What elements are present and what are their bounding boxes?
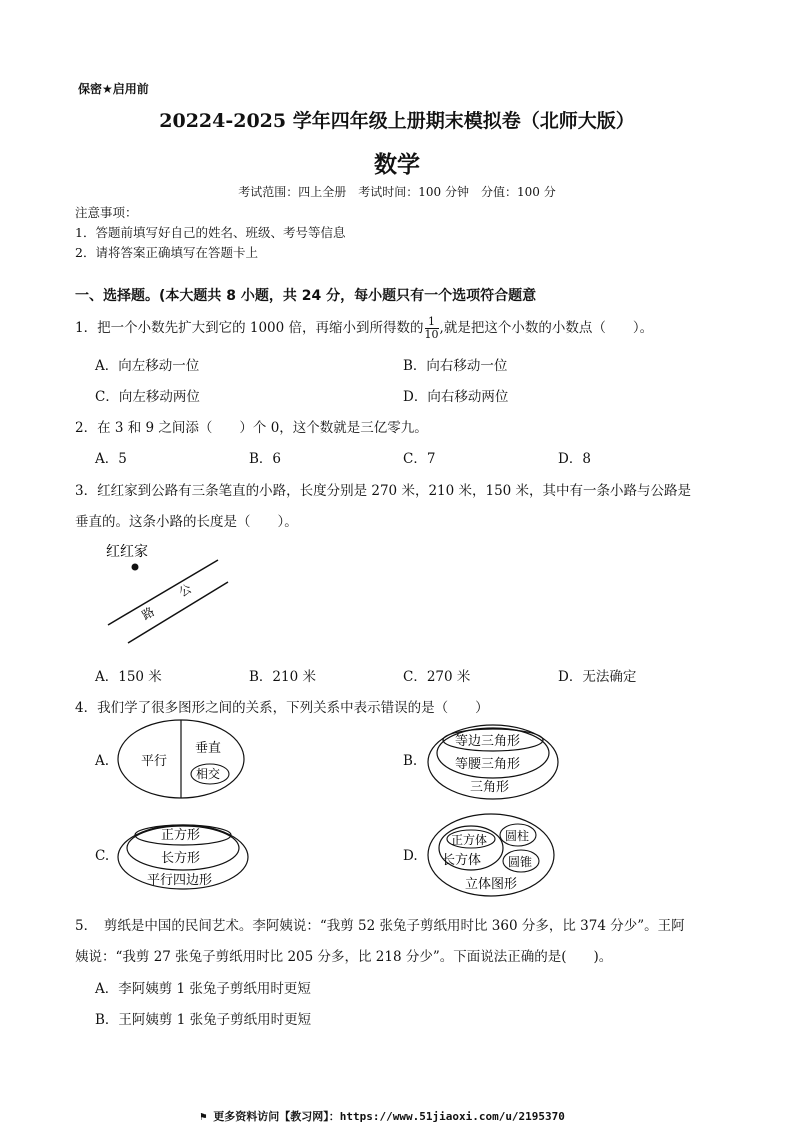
confidential-label: 保密★启用前 [78, 82, 149, 96]
section-heading: 一、选择题。(本大题共 8 小题，共 24 分，每小题只有一个选项符合题意 [75, 288, 537, 304]
question-3-line1: 3．红红家到公路有三条笔直的小路，长度分别是 270 米，210 米，150 米，其中有一条小路与公路是 [75, 483, 692, 499]
q4-option-c-letter: C. [95, 848, 110, 864]
flag-icon: ⚑ [200, 1110, 214, 1123]
set-label: 相交 [196, 767, 221, 781]
q5-option-a: A．李阿姨剪 1 张兔子剪纸用时更短 [95, 981, 311, 997]
question-2: 2．在 3 和 9 之间添（ ）个 0，这个数就是三亿零九。 [75, 420, 428, 436]
q4-option-d-letter: D. [403, 848, 418, 864]
q1-text-b: ,就是把这个小数的小数点（ ）。 [439, 320, 654, 336]
q1-option-b: B．向右移动一位 [403, 358, 508, 374]
venn-diagram-a [115, 717, 250, 802]
q3-option-c: C．270 米 [403, 669, 471, 685]
q3-option-d: D．无法确定 [558, 669, 637, 685]
q2-option-d: D．8 [558, 451, 591, 467]
question-5-line2: 姨说：“我剪 27 张兔子剪纸用时比 205 分多，比 218 分少”。下面说法正确的是( )。 [75, 949, 613, 965]
set-label: 圆柱 [505, 829, 530, 843]
set-label: 平行四边形 [147, 873, 213, 888]
q2-option-a: A．5 [95, 451, 127, 467]
notes-heading: 注意事项： [75, 205, 138, 220]
road-label: 公 [176, 581, 194, 600]
footer-link[interactable] [200, 1108, 565, 1124]
set-label: 正方体 [451, 833, 488, 847]
question-5-line1: 5． 剪纸是中国的民间艺术。李阿姨说：“我剪 52 张兔子剪纸用时比 360 分多，比 374 分少”。王阿 [75, 918, 685, 934]
set-label: 平行 [141, 754, 168, 769]
venn-diagram-d [425, 810, 560, 900]
venn-diagram-c [115, 817, 255, 892]
note-item: 1．答题前填写好自己的姓名、班级、考号等信息 [75, 225, 346, 240]
q3-option-a: A．150 米 [95, 669, 162, 685]
subject-title: 数学 [374, 151, 420, 178]
road-figure [100, 540, 240, 650]
fraction [425, 316, 439, 341]
q1-option-d: D．向右移动两位 [403, 389, 509, 405]
exam-title: 20224-2025 学年四年级上册期末模拟卷（北师大版） [159, 110, 635, 132]
set-label: 等边三角形 [455, 734, 521, 749]
home-point [132, 564, 139, 571]
set-label: 立体图形 [465, 877, 518, 892]
set-label: 三角形 [470, 780, 510, 795]
q1-option-c: C．向左移动两位 [95, 389, 200, 405]
question-3-line2: 垂直的。这条小路的长度是（ ）。 [75, 514, 298, 530]
set-label: 长方体 [442, 853, 482, 868]
q1-text-a: 1．把一个小数先扩大到它的 1000 倍，再缩小到所得数的 [75, 320, 424, 336]
q4-option-a-letter: A. [95, 753, 110, 769]
fraction-numerator: 1 [425, 316, 439, 329]
set-label: 正方形 [161, 828, 201, 843]
venn-diagram-b [425, 722, 565, 802]
set-label: 长方形 [161, 851, 201, 866]
note-item: 2．请将答案正确填写在答题卡上 [75, 245, 258, 260]
question-4: 4．我们学了很多图形之间的关系，下列关系中表示错误的是（ ） [75, 700, 489, 716]
q2-option-b: B．6 [249, 451, 282, 467]
fraction-denominator: 10 [424, 328, 439, 341]
q1-option-a: A．向左移动一位 [95, 358, 200, 374]
set-label: 垂直 [195, 741, 222, 756]
set-label: 圆锥 [508, 855, 533, 869]
road-label: 路 [139, 604, 157, 623]
q2-option-c: C．7 [403, 451, 436, 467]
question-1 [75, 316, 653, 341]
home-label: 红红家 [106, 544, 148, 560]
footer-text: 更多资料访问【教习网】：https://www.51jiaoxi.com/u/2195370 [213, 1110, 565, 1123]
set-label: 等腰三角形 [455, 757, 521, 772]
exam-info: 考试范围：四上全册 考试时间：100 分钟 分值：100 分 [238, 185, 556, 199]
road-edge [108, 560, 218, 625]
q4-option-b-letter: B. [403, 753, 418, 769]
q5-option-b: B．王阿姨剪 1 张兔子剪纸用时更短 [95, 1012, 312, 1028]
q3-option-b: B．210 米 [249, 669, 316, 685]
